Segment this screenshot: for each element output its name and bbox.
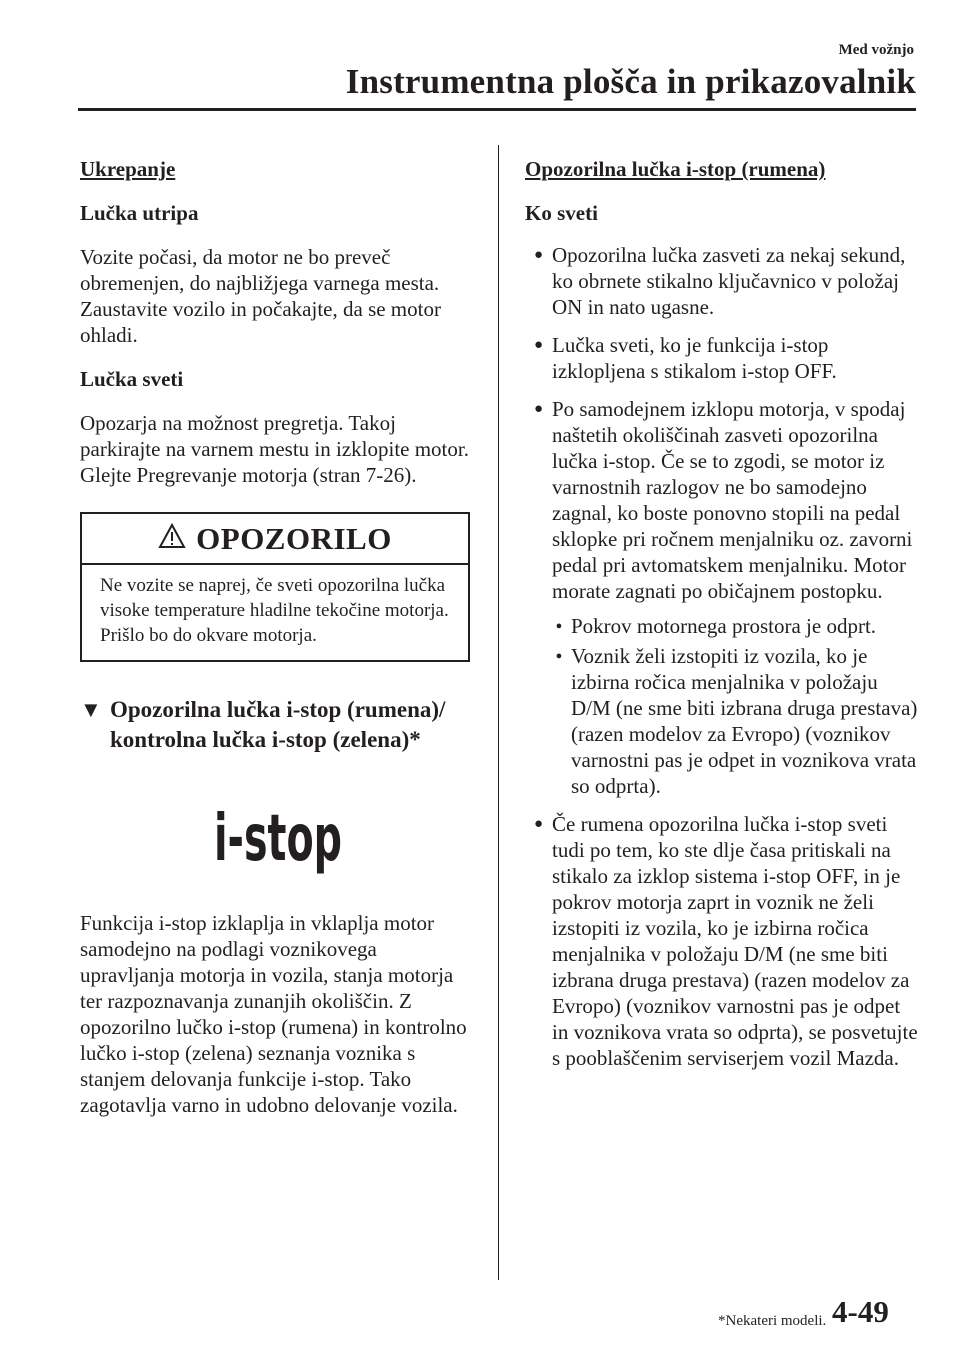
- bullet-dot-icon: ●: [533, 247, 544, 263]
- bullet-text: Po samodejnem izklopu motorja, v spodaj naštetih okoliščinah zasveti opozorilna lučka i-stop. Če se to zgodi, se motor iz varnostnih razlogov ne bo samodejno zagnal, ko boste ponovno stopili na pedal sklopke pri ročnem menjalniku oz. zavorni pedal pri avtomatskem menjalniku. Motor morate zagnati po običajnem postopku.: [552, 397, 913, 603]
- warning-label: OPOZORILO: [196, 520, 392, 556]
- section-marker-icon: ▼: [80, 697, 102, 722]
- heading-light-blinks: Lučka utripa: [80, 201, 199, 225]
- bullet-text: Lučka sveti, ko je funkcija i-stop izklopljena s stikalom i-stop OFF.: [552, 333, 837, 383]
- warning-text: Ne vozite se naprej, če sveti opozorilna lučka visoke temperature hladilne tekočine motorja. Prišlo bo do okvare motorja.: [100, 575, 449, 646]
- sub-bullet-dot-icon: ●: [555, 650, 563, 662]
- bullet-item: [525, 811, 920, 1071]
- paragraph-istop-function: Funkcija i-stop izklaplja in vklaplja motor samodejno na podlagi voznikovega upravljanja motorja in vozila, stanja motorja ter razpoznavanja zunanjih okoliščin. Z opozorilno lučko i-stop (rumena) in kontrolno lučko i-stop (zelena) seznanja voznika s stanjem delovanja funkcije i-stop. Tako zagotavlja varno in udobno delovanje vozila.: [80, 911, 467, 1117]
- column-divider: [498, 145, 499, 1280]
- left-column: [80, 156, 475, 1118]
- section-title-text: Opozorilna lučka i-stop (rumena)/ kontrolna lučka i-stop (zelena)*: [110, 697, 446, 752]
- header-section-label: Med vožnjo: [838, 42, 914, 58]
- paragraph-light-blinks: Vozite počasi, da motor ne bo preveč obremenjen, do najbližjega varnega mesta. Zaustavite vozilo in počakajte, da se motor ohladi.: [80, 245, 441, 347]
- paragraph-light-on: Opozarja na možnost pregretja. Takoj parkirajte na varnem mestu in izklopite motor.: [80, 411, 469, 461]
- warning-triangle-icon: [158, 523, 186, 555]
- header-rule: [78, 108, 916, 111]
- heading-light-on: Lučka sveti: [80, 367, 184, 391]
- bullet-text: Če rumena opozorilna lučka i-stop sveti tudi po tem, ko ste dlje časa pritiskali na stikalo za izklop sistema i-stop OFF, in je pokrov motorja zaprt in voznik ne želi izstopiti iz vozila, ko je izbirna ročica menjalnika v položaju D/M (ne sme biti izbrana druga prestava) (razen modelov za Evropo) (voznikov varnostni pas je odpet in voznikova vrata so odprta), se posvetujte s pooblaščenim serviserjem vozil Mazda.: [552, 812, 918, 1070]
- istop-indicator-text: i-stop: [214, 801, 342, 876]
- sub-bullet-list: [525, 613, 920, 799]
- paragraph-see-overheating: Glejte Pregrevanje motorja (stran 7-26).: [80, 463, 417, 487]
- bullet-text: Opozorilna lučka zasveti za nekaj sekund, ko obrnete stikalno ključavnico v položaj ON in nato ugasne.: [552, 243, 906, 319]
- warning-box: [80, 512, 470, 662]
- istop-indicator-icon: [214, 788, 354, 878]
- section-title-istop: [80, 695, 475, 755]
- heading-measures: Ukrepanje: [80, 157, 176, 181]
- bullet-item: [525, 396, 920, 604]
- bullet-dot-icon: ●: [533, 337, 544, 353]
- sub-bullet-dot-icon: ●: [555, 620, 563, 632]
- heading-istop-warning: Opozorilna lučka i-stop (rumena): [525, 157, 826, 181]
- page-header-title: Instrumentna plošča in prikazovalnik: [345, 62, 916, 101]
- bullet-dot-icon: ●: [533, 816, 544, 832]
- right-column: [525, 156, 920, 1071]
- heading-when-on: Ko sveti: [525, 201, 598, 225]
- footer-note: *Nekateri modeli.: [718, 1313, 827, 1329]
- bullet-item: [525, 242, 920, 320]
- warning-header: [82, 514, 468, 565]
- bullet-dot-icon: ●: [533, 401, 544, 417]
- istop-indicator-figure: [80, 755, 475, 910]
- sub-bullet-text: Voznik želi izstopiti iz vozila, ko je izbirna ročica menjalnika v položaju D/M (ne sme biti izbrana druga prestava) (razen modelov za Evropo) (voznikov varnostni pas je odpet in voznikova vrata so odprta).: [571, 644, 918, 798]
- sub-bullet-text: Pokrov motornega prostora je odprt.: [571, 614, 877, 638]
- page-number: 4-49: [832, 1294, 889, 1329]
- sub-bullet-item: [547, 643, 920, 799]
- sub-bullet-item: [547, 613, 920, 639]
- bullet-item: [525, 332, 920, 384]
